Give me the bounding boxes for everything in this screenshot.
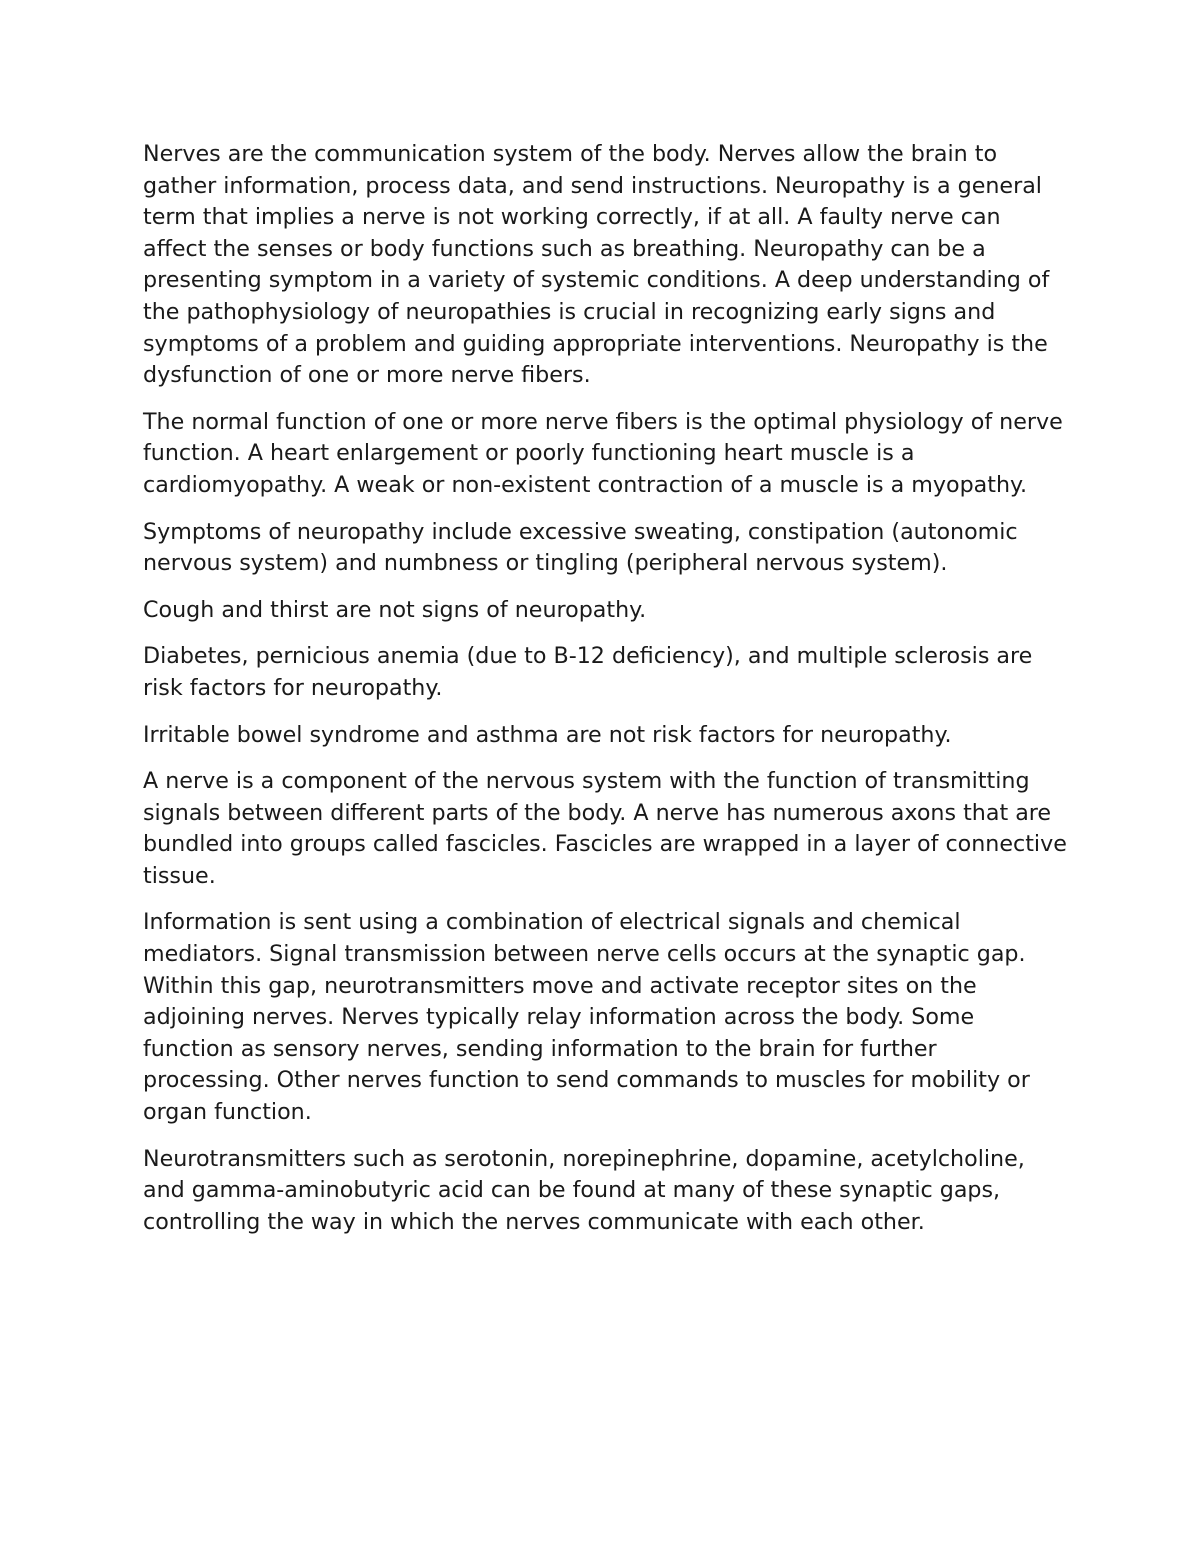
document-body (143, 139, 1068, 1253)
paragraph-neurotransmitters: Neurotransmitters such as serotonin, norepinephrine, dopamine, acetylcholine, and gamma-aminobutyric acid can be found at many of these synaptic gaps, controlling the way in which the nerves communicate with each other. (143, 1145, 1025, 1235)
paragraph-normal-function: The normal function of one or more nerve fibers is the optimal physiology of nerve function. A heart enlargement or poorly functioning heart muscle is a cardiomyopathy. A weak or non-existent contraction of a muscle is a myopathy. (143, 408, 1063, 498)
paragraph-not-signs: Cough and thirst are not signs of neuropathy. (143, 596, 647, 623)
paragraph-information-sent: Information is sent using a combination of electrical signals and chemical mediators. Signal transmission between nerve cells occurs at the synaptic gap. Within this gap, neurotransmitters move and activate receptor sites on the adjoining nerves. Nerves typically relay information across the body. Some function as sensory nerves, sending information to the brain for further processing. Other nerves function to send commands to muscles for mobility or organ function. (143, 909, 1030, 1126)
paragraph-risk-factors: Diabetes, pernicious anemia (due to B-12 deficiency), and multiple sclerosis are risk factors for neuropathy. (143, 643, 1033, 701)
paragraph-not-risk-factors: Irritable bowel syndrome and asthma are not risk factors for neuropathy. (143, 721, 952, 748)
paragraph-nerve-component: A nerve is a component of the nervous system with the function of transmitting signals between different parts of the body. A nerve has numerous axons that are bundled into groups called fascicles. Fascicles are wrapped in a layer of connective tissue. (143, 768, 1067, 889)
paragraph-symptoms: Symptoms of neuropathy include excessive sweating, constipation (autonomic nervous system) and numbness or tingling (peripheral nervous system). (143, 518, 1018, 577)
paragraph-nerves-overview: Nerves are the communication system of the body. Nerves allow the brain to gather information, process data, and send instructions. Neuropathy is a general term that implies a nerve is not working correctly, if at all. A faulty nerve can affect the senses or body functions such as breathing. Neuropathy can be a presenting symptom in a variety of systemic conditions. A deep understanding of the pathophysiology of neuropathies is crucial in recognizing early signs and symptoms of a problem and guiding appropriate interventions. Neuropathy is the dysfunction of one or more nerve fibers. (143, 141, 1050, 389)
